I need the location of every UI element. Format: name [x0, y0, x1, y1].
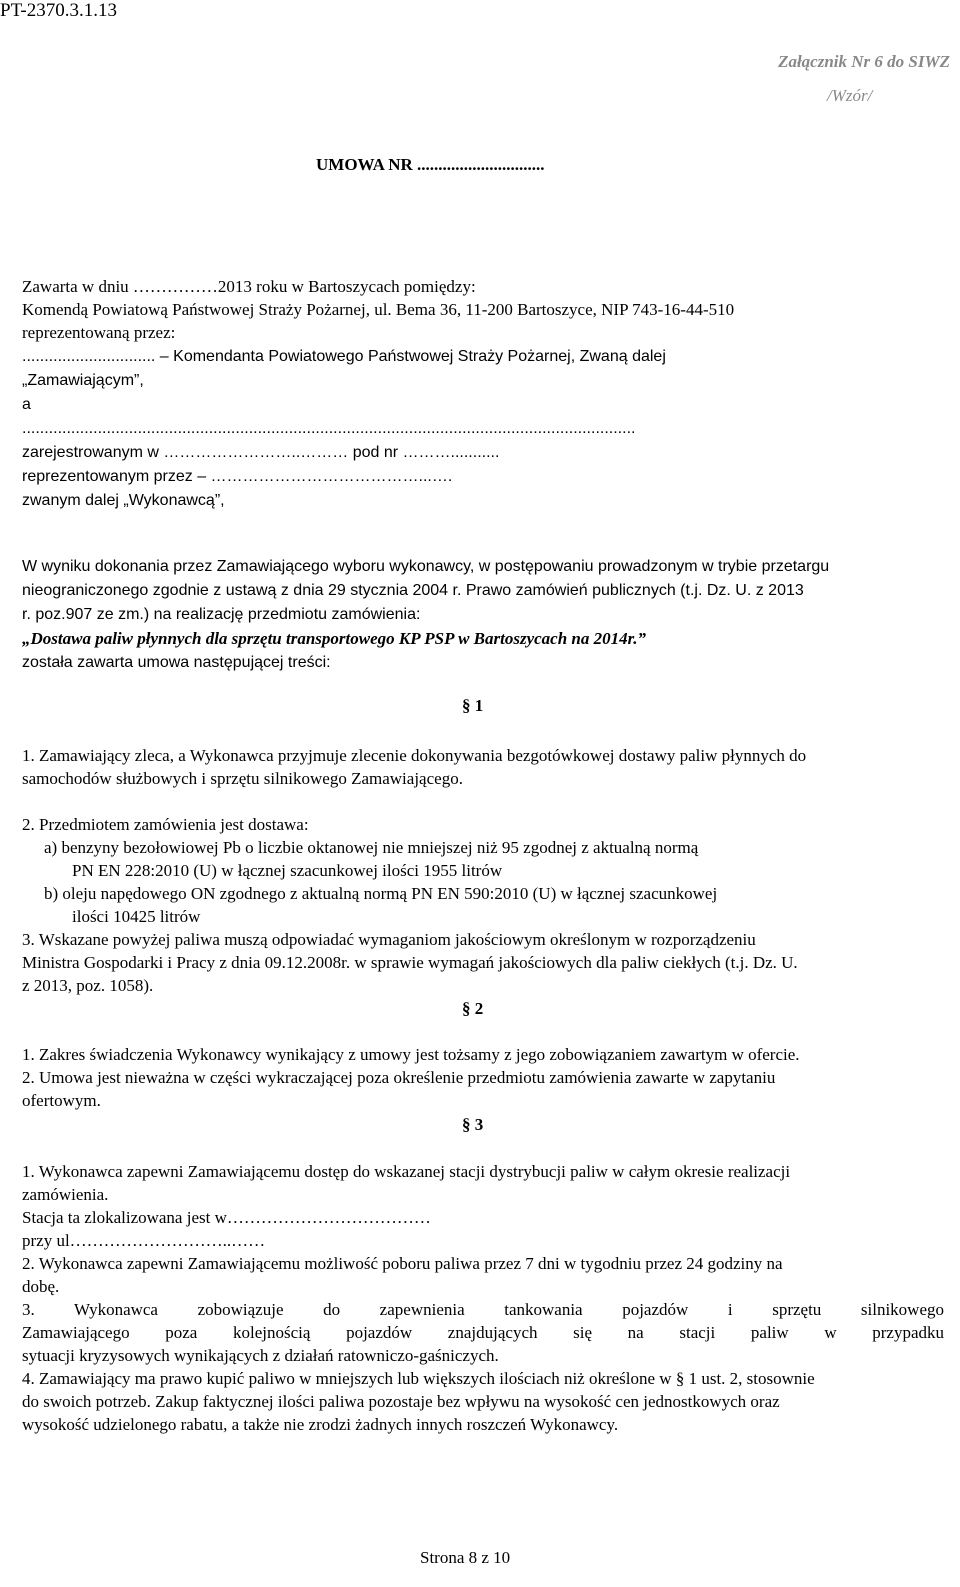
intro-commander-line: .............................. – Komendanta Powiatowego Państwowej Straży Pożarnej, Zwaną dalej	[22, 348, 666, 365]
intro-date-line: Zawarta w dniu ……………2013 roku w Bartoszycach pomiędzy:	[22, 277, 476, 296]
s1-p1-line-2: samochodów służbowych i sprzętu silnikowego Zamawiającego.	[22, 769, 463, 788]
s1-p2: 2. Przedmiotem zamówienia jest dostawa:	[22, 815, 309, 834]
s1-item-a-line-2: PN EN 228:2010 (U) w łącznej szacunkowej ilości 1955 litrów	[72, 861, 503, 880]
s1-item-b-line-2: ilości 10425 litrów	[72, 907, 201, 926]
intro-registered-line: zarejestrowanym w ……………………..……… pod nr ………...........	[22, 444, 500, 461]
s3-station-location: Stacja ta zlokalizowana jest w………………………………	[22, 1208, 431, 1227]
s3-p2-line-2: dobę.	[22, 1277, 60, 1296]
s1-p3-line-2: Ministra Gospodarki i Pracy z dnia 09.12.2008r. w sprawie wymagań jakościowych dla paliw ciekłych (t.j. Dz. U.	[22, 953, 798, 972]
s2-p1: 1. Zakres świadczenia Wykonawcy wynikający z umowy jest tożsamy z jego zobowiązaniem zawartym w ofercie.	[22, 1045, 800, 1064]
contract-title: UMOWA NR ..............................	[316, 155, 545, 174]
s3-p4-line-3: wysokość udzielonego rabatu, a także nie zrodzi żadnych innych roszczeń Wykonawcy.	[22, 1415, 619, 1434]
section-2-title: § 2	[462, 999, 484, 1018]
preamble-line-1: W wyniku dokonania przez Zamawiającego wyboru wykonawcy, w postępowaniu prowadzonym w trybie przetargu	[22, 558, 830, 575]
s3-p2-line-1: 2. Wykonawca zapewni Zamawiającemu możliwość poboru paliwa przez 7 dni w tygodniu przez 24 godziny na	[22, 1254, 783, 1273]
template-label: /Wzór/	[827, 86, 873, 105]
intro-contractor-alias: zwanym dalej „Wykonawcą”,	[22, 492, 225, 509]
s3-p4-line-1: 4. Zamawiający ma prawo kupić paliwo w mniejszych lub większych ilościach niż określone w § 1 ust. 2, stosownie	[22, 1369, 815, 1388]
preamble-line-3: r. poz.907 ze zm.) na realizację przedmiotu zamówienia:	[22, 606, 421, 623]
s1-item-a-line-1: a) benzyny bezołowiowej Pb o liczbie oktanowej nie mniejszej niż 95 zgodnej z aktualną normą	[44, 838, 699, 857]
annex-label: Załącznik Nr 6 do SIWZ	[778, 52, 950, 71]
s3-p3-line-2: Zamawiającego poza kolejnością pojazdów znajdujących się na stacji paliw w przypadku	[22, 1323, 944, 1342]
s1-p3-line-1: 3. Wskazane powyżej paliwa muszą odpowiadać wymaganiom jakościowym określonym w rozporządzeniu	[22, 930, 756, 949]
preamble-line-2: nieograniczonego zgodnie z ustawą z dnia 29 stycznia 2004 r. Prawo zamówień publicznych (t.j. Dz. U. z 2013	[22, 582, 804, 599]
s1-p1-line-1: 1. Zamawiający zleca, a Wykonawca przyjmuje zlecenie dokonywania bezgotówkowej dostawy paliw płynnych do	[22, 746, 807, 765]
s1-item-b-line-1: b) oleju napędowego ON zgodnego z aktualną normą PN EN 590:2010 (U) w łącznej szacunkowej	[44, 884, 718, 903]
s2-p2-line-2: ofertowym.	[22, 1091, 101, 1110]
s3-p4-line-2: do swoich potrzeb. Zakup faktycznej ilości paliwa pozostaje bez wpływu na wysokość cen jednostkowych oraz	[22, 1392, 780, 1411]
preamble-line-5: została zawarta umowa następującej treści:	[22, 654, 331, 671]
page-number: Strona 8 z 10	[420, 1548, 511, 1567]
intro-and: a	[22, 396, 31, 413]
section-1-title: § 1	[462, 696, 484, 715]
s3-p1-line-1: 1. Wykonawca zapewni Zamawiającemu dostęp do wskazanej stacji dystrybucji paliw w całym okresie realizacji	[22, 1162, 791, 1181]
intro-represented-by: reprezentowaną przez:	[22, 323, 176, 342]
section-3-title: § 3	[462, 1115, 484, 1134]
s2-p2-line-1: 2. Umowa jest nieważna w części wykraczającej poza określenie przedmiotu zamówienia zawarte w zapytaniu	[22, 1068, 776, 1087]
s3-p3-line-1: 3. Wykonawca zobowiązuje do zapewnienia tankowania pojazdów i sprzętu silnikowego	[22, 1300, 944, 1319]
intro-ordering-alias: „Zamawiającym”,	[22, 372, 144, 389]
s3-p1-line-2: zamówienia.	[22, 1185, 109, 1204]
intro-contractor-placeholder: ..........................................................................................................................................	[22, 420, 636, 437]
intro-contractor-rep: reprezentowanym przez – …………………………………...….	[22, 468, 453, 485]
s3-station-street: przy ul………………………..……	[22, 1231, 266, 1250]
subject-title: „Dostawa paliw płynnych dla sprzętu transportowego KP PSP w Bartoszycach na 2014r.”	[22, 629, 647, 648]
s3-p3-line-3: sytuacji kryzysowych wynikających z działań ratowniczo-gaśniczych.	[22, 1346, 499, 1365]
intro-ordering-party: Komendą Powiatową Państwowej Straży Pożarnej, ul. Bema 36, 11-200 Bartoszyce, NIP 743-16-44-510	[22, 300, 735, 319]
s1-p3-line-3: z 2013, poz. 1058).	[22, 976, 154, 995]
document-code: PT-2370.3.1.13	[0, 0, 118, 21]
